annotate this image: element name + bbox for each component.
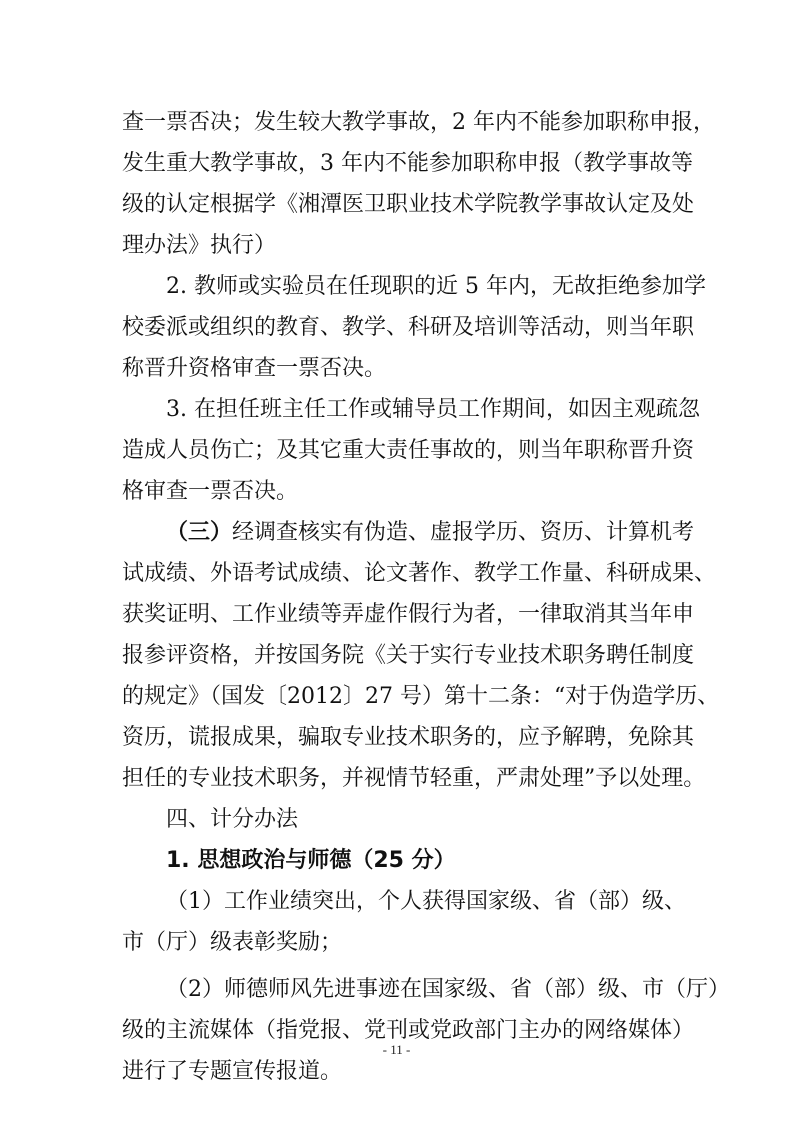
- text-line: 2. 教师或实验员在任现职的近 5 年内，无故拒绝参加学: [166, 274, 706, 299]
- text-line: 理办法》执行）: [122, 233, 277, 258]
- text-line: 3. 在担任班主任工作或辅导员工作期间，如因主观疏忽: [166, 397, 700, 422]
- text-line: 格审查一票否决。: [122, 479, 299, 504]
- text-line: 进行了专题宣传报道。: [122, 1059, 343, 1084]
- text-line: 担任的专业技术职务，并视情节轻重，严肃处理”予以处理。: [122, 766, 706, 791]
- section-3-label: （三）: [166, 520, 233, 545]
- text-line: 级的主流媒体（指党报、党刊或党政部门主办的网络媒体）: [122, 1018, 695, 1043]
- text-line: 报参评资格，并按国务院《关于实行专业技术职务聘任制度: [122, 643, 695, 668]
- text-line: 市（厅）级表彰奖励；: [122, 930, 343, 955]
- text-line: 的规定》（国发〔2012〕27 号）第十二条：“对于伪造学历、: [122, 684, 720, 709]
- page-number: - 11 -: [382, 1042, 411, 1057]
- document-body: [122, 102, 730, 1092]
- text-line: 获奖证明、工作业绩等弄虚作假行为者，一律取消其当年申: [122, 602, 695, 627]
- text-line: 造成人员伤亡；及其它重大责任事故的，则当年职称晋升资: [122, 438, 695, 463]
- text-line: 资历，谎报成果，骗取专业技术职务的，应予解聘，免除其: [122, 725, 695, 750]
- text-line: 试成绩、外语考试成绩、论文著作、教学工作量、科研成果、: [122, 561, 717, 586]
- section-3-paragraph-start: [122, 512, 695, 553]
- text-line: 级的认定根据学《湘潭医卫职业技术学院教学事故认定及处: [122, 192, 695, 217]
- text-line: 称晋升资格审查一票否决。: [122, 356, 387, 381]
- text-line: 校委派或组织的教育、教学、科研及培训等活动，则当年职: [122, 315, 695, 340]
- text-line: 发生重大教学事故，3 年内不能参加职称申报（教学事故等: [122, 151, 693, 176]
- section-heading: 四、计分办法: [166, 807, 299, 832]
- text-line: （1）工作业绩突出，个人获得国家级、省（部）级、: [166, 889, 686, 914]
- text-line: （2）师德师风先进事迹在国家级、省（部）级、市（厅）: [166, 977, 730, 1002]
- text-line: 经调查核实有伪造、虚报学历、资历、计算机考: [232, 520, 695, 545]
- subsection-heading: 1. 思想政治与师德（25 分）: [166, 848, 456, 873]
- text-line: 查一票否决；发生较大教学事故，2 年内不能参加职称申报，: [122, 110, 715, 135]
